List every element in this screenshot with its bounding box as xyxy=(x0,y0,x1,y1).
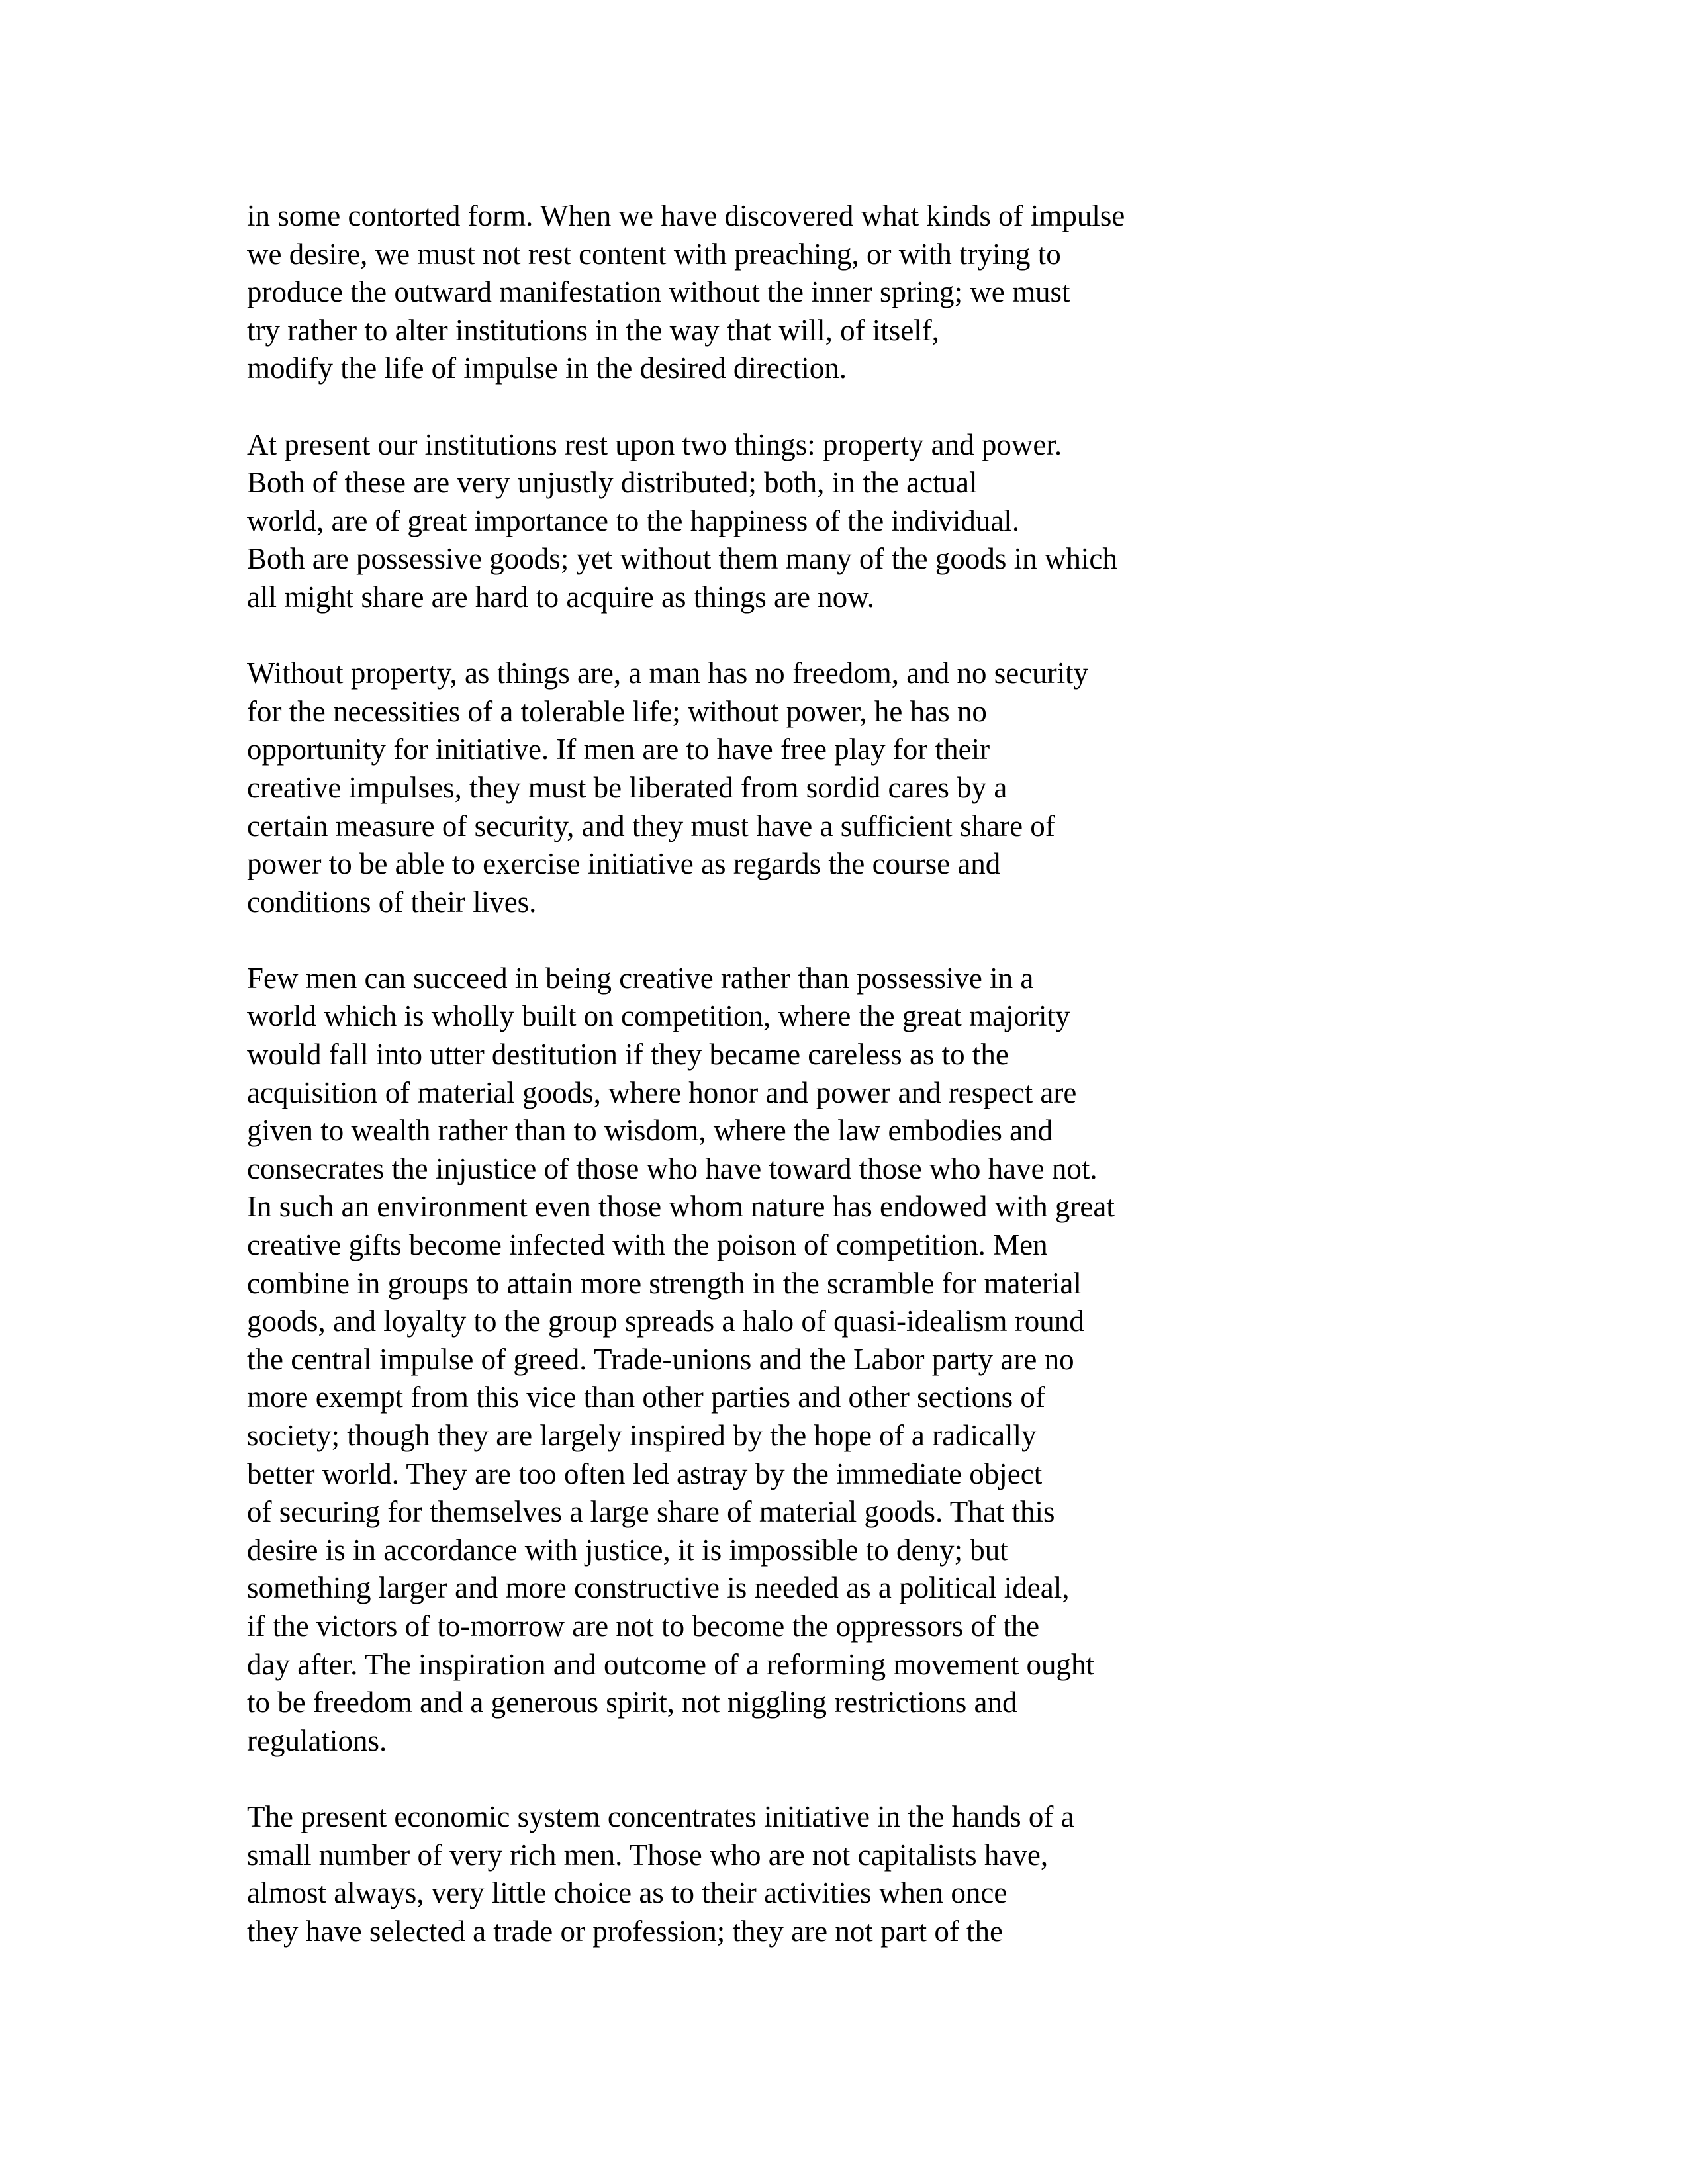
text-line: opportunity for initiative. If men are to have free play for their xyxy=(247,733,990,766)
text-line: modify the life of impulse in the desired direction. xyxy=(247,351,847,385)
text-line: small number of very rich men. Those who are not capitalists have, xyxy=(247,1838,1049,1872)
text-line: more exempt from this vice than other parties and other sections of xyxy=(247,1381,1045,1414)
text-line: if the victors of to-morrow are not to become the oppressors of the xyxy=(247,1609,1040,1643)
text-line: At present our institutions rest upon two things: property and power. xyxy=(247,428,1062,461)
paragraph xyxy=(247,655,1306,921)
text-line: better world. They are too often led astray by the immediate object xyxy=(247,1457,1043,1490)
text-line: society; though they are largely inspired by the hope of a radically xyxy=(247,1419,1037,1452)
text-line: certain measure of security, and they must have a sufficient share of xyxy=(247,809,1055,842)
text-line: Both of these are very unjustly distributed; both, in the actual xyxy=(247,466,978,500)
text-line: we desire, we must not rest content with preaching, or with trying to xyxy=(247,237,1061,271)
body-text xyxy=(247,197,1306,1989)
text-line: all might share are hard to acquire as things are now. xyxy=(247,580,874,614)
text-line: Few men can succeed in being creative rather than possessive in a xyxy=(247,961,1034,995)
text-line: try rather to alter institutions in the way that will, of itself, xyxy=(247,313,940,347)
text-line: in some contorted form. When we have discovered what kinds of impulse xyxy=(247,199,1125,232)
text-line: goods, and loyalty to the group spreads a halo of quasi-idealism round xyxy=(247,1304,1084,1338)
paragraph xyxy=(247,1798,1306,1950)
text-line: creative gifts become infected with the poison of competition. Men xyxy=(247,1228,1048,1262)
text-line: day after. The inspiration and outcome of a reforming movement ought xyxy=(247,1647,1095,1681)
text-line: to be freedom and a generous spirit, not niggling restrictions and xyxy=(247,1686,1017,1719)
text-line: Without property, as things are, a man has no freedom, and no security xyxy=(247,657,1089,690)
text-line: they have selected a trade or profession; they are not part of the xyxy=(247,1914,1004,1948)
text-line: the central impulse of greed. Trade-unions and the Labor party are no xyxy=(247,1342,1074,1376)
text-line: almost always, very little choice as to their activities when once xyxy=(247,1876,1008,1910)
text-line: The present economic system concentrates initiative in the hands of a xyxy=(247,1799,1074,1833)
text-line: regulations. xyxy=(247,1723,387,1757)
text-line: In such an environment even those whom nature has endowed with great xyxy=(247,1190,1115,1224)
text-line: acquisition of material goods, where honor and power and respect are xyxy=(247,1075,1077,1109)
text-line: power to be able to exercise initiative as regards the course and xyxy=(247,847,1001,881)
text-line: of securing for themselves a large share of material goods. That this xyxy=(247,1495,1055,1529)
text-line: conditions of their lives. xyxy=(247,885,537,919)
text-line: consecrates the injustice of those who have toward those who have not. xyxy=(247,1152,1098,1185)
text-line: creative impulses, they must be liberated from sordid cares by a xyxy=(247,770,1008,804)
paragraph xyxy=(247,426,1306,617)
paragraph xyxy=(247,960,1306,1760)
text-line: given to wealth rather than to wisdom, where the law embodies and xyxy=(247,1114,1053,1148)
text-line: desire is in accordance with justice, it is impossible to deny; but xyxy=(247,1533,1008,1567)
text-line: something larger and more constructive is needed as a political ideal, xyxy=(247,1571,1070,1605)
text-line: produce the outward manifestation without the inner spring; we must xyxy=(247,275,1070,309)
text-line: Both are possessive goods; yet without them many of the goods in which xyxy=(247,542,1117,576)
text-line: for the necessities of a tolerable life; without power, he has no xyxy=(247,694,987,728)
paragraph xyxy=(247,197,1306,388)
text-line: world which is wholly built on competition, where the great majority xyxy=(247,999,1070,1033)
text-line: combine in groups to attain more strength in the scramble for material xyxy=(247,1266,1082,1300)
text-line: would fall into utter destitution if they became careless as to the xyxy=(247,1038,1009,1071)
text-line: world, are of great importance to the happiness of the individual. xyxy=(247,504,1020,537)
